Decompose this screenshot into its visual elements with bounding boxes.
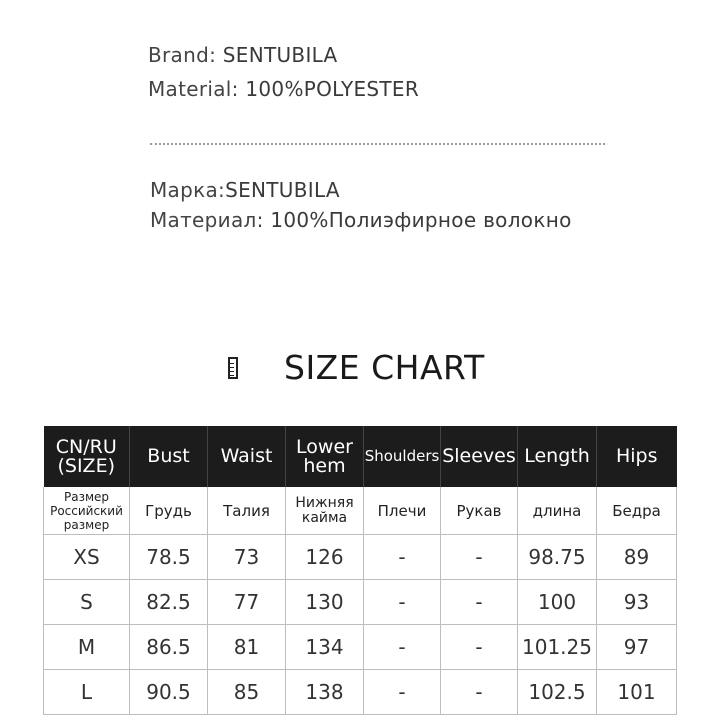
cell-size: L	[44, 670, 130, 715]
cell-hips: 97	[597, 625, 677, 670]
cell-hips: 93	[597, 580, 677, 625]
cell-lower-hem: 130	[286, 580, 364, 625]
cell-hips: 89	[597, 535, 677, 580]
cell-sleeves: -	[441, 670, 518, 715]
header-bust: Bust	[130, 426, 208, 487]
dotted-divider	[150, 143, 605, 145]
ruler-icon	[228, 357, 238, 379]
header-row-ru	[44, 487, 677, 535]
cell-size: S	[44, 580, 130, 625]
cell-shoulders: -	[364, 580, 441, 625]
table-row	[44, 670, 677, 715]
cell-hips: 101	[597, 670, 677, 715]
material-line	[148, 77, 419, 101]
cell-bust: 86.5	[130, 625, 208, 670]
header-lower-hem: Lower hem	[286, 426, 364, 487]
brand-label-ru: Марка:	[150, 178, 226, 202]
cell-length: 102.5	[518, 670, 597, 715]
table-row	[44, 535, 677, 580]
header-hips: Hips	[597, 426, 677, 487]
cell-sleeves: -	[441, 625, 518, 670]
brand-label: Brand:	[148, 43, 217, 67]
header-waist: Waist	[208, 426, 286, 487]
header-row	[44, 426, 677, 487]
cell-sleeves: -	[441, 535, 518, 580]
header-size: CN/RU (SIZE)	[44, 426, 130, 487]
cell-bust: 82.5	[130, 580, 208, 625]
cell-lower-hem: 138	[286, 670, 364, 715]
cell-waist: 81	[208, 625, 286, 670]
material-value: 100%POLYESTER	[245, 77, 420, 101]
table-row	[44, 580, 677, 625]
brand-value: SENTUBILA	[222, 43, 338, 67]
cell-shoulders: -	[364, 625, 441, 670]
size-chart-title: SIZE CHART	[284, 347, 485, 387]
cell-length: 101.25	[518, 625, 597, 670]
material-label-ru: Материал:	[150, 208, 264, 232]
cell-bust: 90.5	[130, 670, 208, 715]
cell-lower-hem: 134	[286, 625, 364, 670]
material-label: Material:	[148, 77, 239, 101]
brand-line	[148, 43, 338, 67]
brand-line-ru	[150, 178, 340, 202]
header-ru-shoulders: Плечи	[364, 487, 441, 535]
material-line-ru	[150, 208, 572, 232]
cell-waist: 73	[208, 535, 286, 580]
size-table	[43, 426, 677, 715]
cell-waist: 85	[208, 670, 286, 715]
cell-waist: 77	[208, 580, 286, 625]
cell-length: 100	[518, 580, 597, 625]
header-ru-size: Размер Российский размер	[44, 487, 130, 535]
cell-bust: 78.5	[130, 535, 208, 580]
cell-length: 98.75	[518, 535, 597, 580]
header-ru-hips: Бедра	[597, 487, 677, 535]
cell-shoulders: -	[364, 535, 441, 580]
header-ru-bust: Грудь	[130, 487, 208, 535]
cell-lower-hem: 126	[286, 535, 364, 580]
header-sleeves: Sleeves	[441, 426, 518, 487]
header-ru-lower-hem: Нижняя кайма	[286, 487, 364, 535]
size-chart-heading	[228, 344, 485, 390]
cell-sleeves: -	[441, 580, 518, 625]
header-length: Length	[518, 426, 597, 487]
material-value-ru: 100%Полиэфирное волокно	[270, 208, 572, 232]
header-ru-sleeves: Рукав	[441, 487, 518, 535]
header-shoulders: Shoulders	[364, 426, 441, 487]
brand-value-ru: SENTUBILA	[225, 178, 340, 202]
cell-size: M	[44, 625, 130, 670]
cell-size: XS	[44, 535, 130, 580]
table-row	[44, 625, 677, 670]
cell-shoulders: -	[364, 670, 441, 715]
header-ru-length: длина	[518, 487, 597, 535]
header-ru-waist: Талия	[208, 487, 286, 535]
